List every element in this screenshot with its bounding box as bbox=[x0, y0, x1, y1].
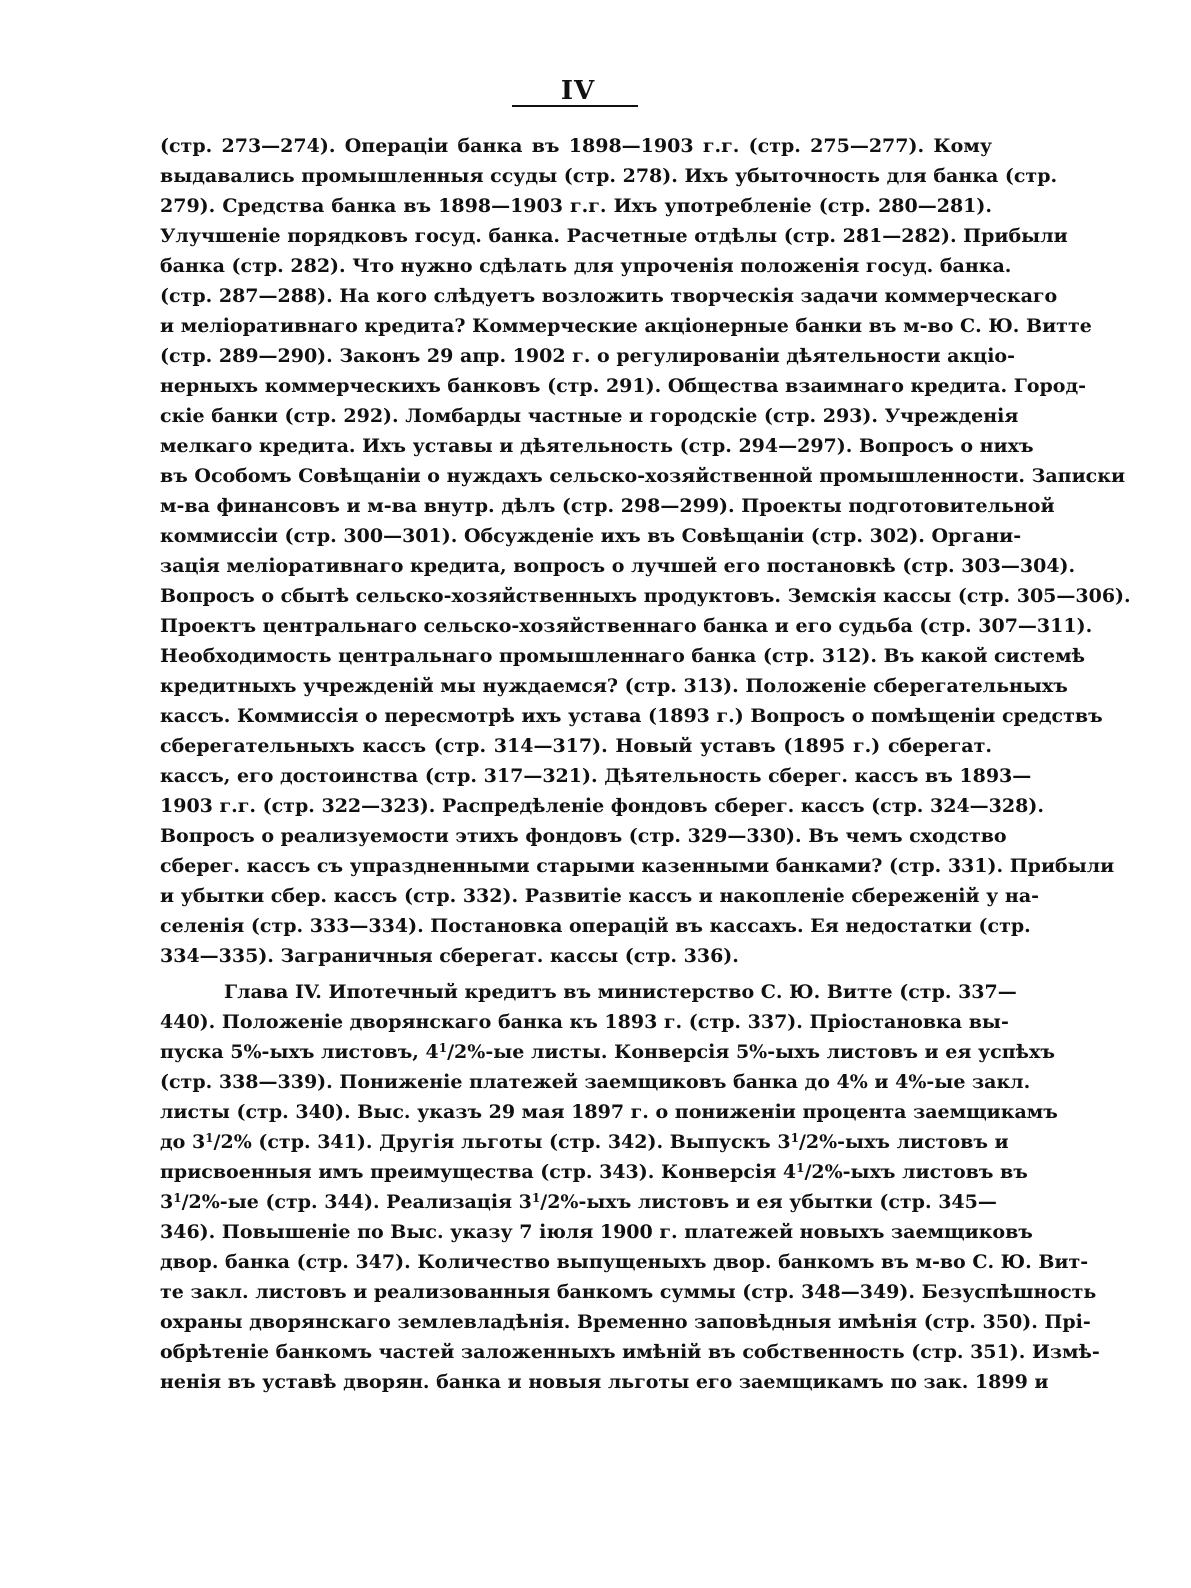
text-line: въ Особомъ Совѣщаніи о нуждахъ сельско-хозяйственной промышленности. Записки bbox=[160, 465, 1126, 487]
text-line: листы (стр. 340). Выс. указъ 29 мая 1897 г. о пониженіи процента заемщикамъ bbox=[160, 1101, 1058, 1123]
text-line: присвоенныя имъ преимущества (стр. 343). Конверсія $4^1/2\%$-ыхъ листовъ въ bbox=[160, 1161, 1028, 1183]
text-line: скіе банки (стр. 292). Ломбарды частные и городскіе (стр. 293). Учрежденія bbox=[160, 405, 1019, 427]
text-line: 440). Положеніе дворянскаго банка къ 1893 г. (стр. 337). Пріостановка вы- bbox=[160, 1011, 1009, 1033]
text-line: обрѣтеніе банкомъ частей заложенныхъ имѣній въ собственность (стр. 351). Измѣ- bbox=[160, 1341, 1100, 1363]
chapter-heading-line: Глава IV. Ипотечный кредитъ въ министерство С. Ю. Витте (стр. 337— bbox=[224, 981, 1017, 1003]
text-line: те закл. листовъ и реализованныя банкомъ суммы (стр. 348—349). Безуспѣшность bbox=[160, 1281, 1097, 1303]
paragraph-2 bbox=[160, 977, 1100, 1397]
text-line: кассъ. Коммиссія о пересмотрѣ ихъ устава (1893 г.) Вопросъ о помѣщеніи средствъ bbox=[160, 705, 1103, 727]
page-number: IV bbox=[560, 76, 596, 106]
text-line: (стр. 289—290). Законъ 29 апр. 1902 г. о регулированіи дѣятельности акціо- bbox=[160, 345, 1015, 367]
text-line: кредитныхъ учрежденій мы нуждаемся? (стр. 313). Положеніе сберегательныхъ bbox=[160, 675, 1068, 697]
text-line: нерныхъ коммерческихъ банковъ (стр. 291). Общества взаимнаго кредита. Город- bbox=[160, 375, 1087, 397]
text-line: и меліоративнаго кредита? Коммерческие акціонерные банки въ м-во С. Ю. Витте bbox=[160, 315, 1092, 337]
text-line: сберегательныхъ кассъ (стр. 314—317). Новый уставъ (1895 г.) сберегат. bbox=[160, 735, 992, 757]
text-line: пуска 5%-ыхъ листовъ, $4^1/2\%-ые$ листы. Конверсія 5%-ыхъ листовъ и ея успѣхъ bbox=[160, 1041, 1055, 1063]
text-line: мелкаго кредита. Ихъ уставы и дѣятельность (стр. 294—297). Вопросъ о нихъ bbox=[160, 435, 1034, 457]
text-line: коммиссіи (стр. 300—301). Обсужденіе ихъ въ Совѣщаніи (стр. 302). Органи- bbox=[160, 525, 1022, 547]
text-line: Вопросъ о реализуемости этихъ фондовъ (стр. 329—330). Въ чемъ сходство bbox=[160, 825, 1007, 847]
text-line: банка (стр. 282). Что нужно сдѣлать для упроченія положенія госуд. банка. bbox=[160, 255, 1012, 277]
text-line: 1903 г.г. (стр. 322—323). Распредѣленіе фондовъ сберег. кассъ (стр. 324—328). bbox=[160, 795, 1044, 817]
text-line: (стр. 287—288). На кого слѣдуетъ возложить творческія задачи коммерческаго bbox=[160, 285, 1058, 307]
header-rule bbox=[512, 105, 638, 107]
text-line: охраны дворянскаго землевладѣнія. Временно заповѣдныя имѣнія (стр. 350). Прі- bbox=[160, 1311, 1091, 1333]
text-line: выдавались промышленныя ссуды (стр. 278). Ихъ убыточность для банка (стр. bbox=[160, 165, 1058, 187]
text-line: и убытки сбер. кассъ (стр. 332). Развитіе кассъ и накопленіе сбереженій у на- bbox=[160, 885, 1040, 907]
text-line: $3^1/2\%-ые$ (стр. 344). Реализація $3^1/2\%$-ыхъ листовъ и ея убытки (стр. 345— bbox=[160, 1191, 997, 1213]
text-line: Необходимость центральнаго промышленнаго банка (стр. 312). Въ какой системѣ bbox=[160, 645, 1085, 667]
text-line: Улучшеніе порядковъ госуд. банка. Расчетные отдѣлы (стр. 281—282). Прибыли bbox=[160, 225, 1068, 247]
text-line: селенія (стр. 333—334). Постановка операцій въ кассахъ. Ея недостатки (стр. bbox=[160, 915, 1031, 937]
text-line: зація меліоративнаго кредита, вопросъ о лучшей его постановкѣ (стр. 303—304). bbox=[160, 555, 1076, 577]
text-line: двор. банка (стр. 347). Количество выпущеныхъ двор. банкомъ въ м-во С. Ю. Вит- bbox=[160, 1251, 1089, 1273]
page-text bbox=[160, 131, 1131, 1397]
text-line: сберег. кассъ съ упраздненными старыми казенными банками? (стр. 331). Прибыли bbox=[160, 855, 1115, 877]
text-line: кассъ, его достоинства (стр. 317—321). Дѣятельность сберег. кассъ въ 1893— bbox=[160, 765, 1032, 787]
text-line: (стр. 273—274). Операціи банка въ 1898—1903 г.г. (стр. 275—277). Кому bbox=[160, 135, 992, 157]
text-line: Проектъ центральнаго сельско-хозяйственнаго банка и его судьба (стр. 307—311). bbox=[160, 615, 1093, 637]
text-line: 346). Повышеніе по Выс. указу 7 іюля 1900 г. платежей новыхъ заемщиковъ bbox=[160, 1221, 1033, 1243]
text-line: до $3^1/2\%$ (стр. 341). Другія льготы (стр. 342). Выпускъ $3^1/2\%$-ыхъ листовъ и bbox=[160, 1131, 1009, 1153]
text-line: (стр. 338—339). Пониженіе платежей заемщиковъ банка до 4% и 4%-ые закл. bbox=[160, 1071, 1031, 1093]
text-line: Вопросъ о сбытѣ сельско-хозяйственныхъ продуктовъ. Земскія кассы (стр. 305—306). bbox=[160, 585, 1131, 607]
text-line: ненія въ уставѣ дворян. банка и новыя льготы его заемщикамъ по зак. 1899 и bbox=[160, 1371, 1049, 1393]
text-line: 279). Средства банка въ 1898—1903 г.г. Ихъ употребленіе (стр. 280—281). bbox=[160, 195, 992, 217]
text-line: м-ва финансовъ и м-ва внутр. дѣлъ (стр. 298—299). Проекты подготовительной bbox=[160, 495, 1055, 517]
text-line: 334—335). Заграничныя сберегат. кассы (стр. 336). bbox=[160, 945, 739, 967]
paragraph-1 bbox=[160, 131, 1131, 971]
